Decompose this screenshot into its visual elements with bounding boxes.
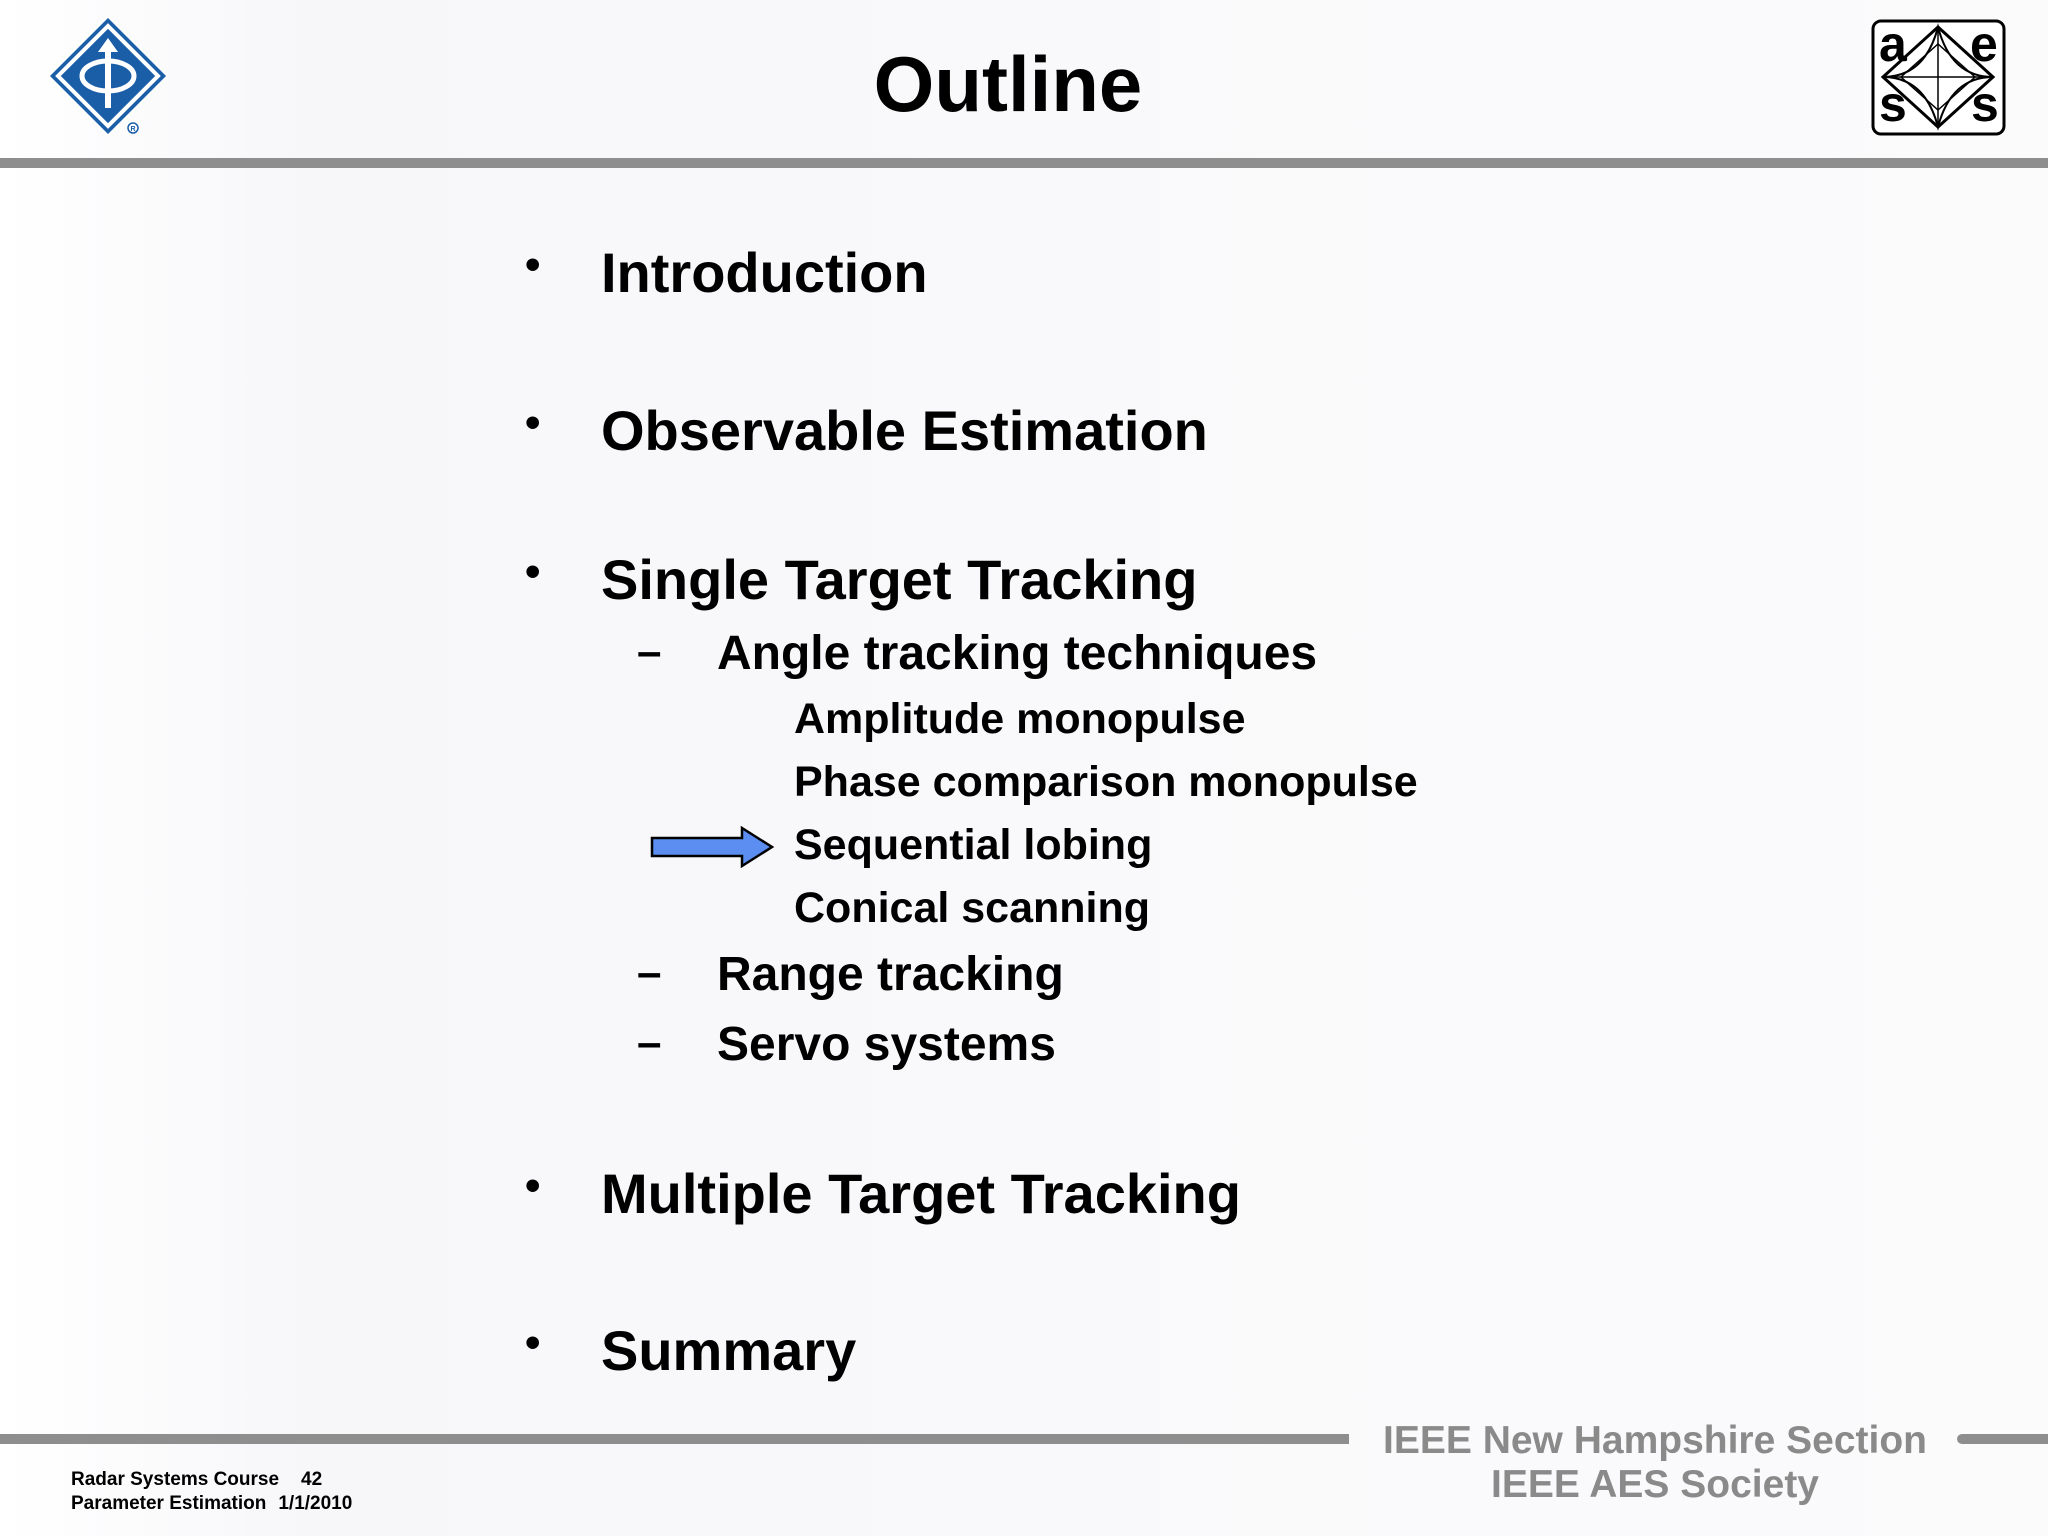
aess-letter-e: e xyxy=(1970,16,1998,72)
outline-item-text: Multiple Target Tracking xyxy=(601,1162,1241,1225)
outline-item-text: Observable Estimation xyxy=(601,399,1208,462)
bullet-marker: • xyxy=(525,240,541,289)
aess-letter-a: a xyxy=(1879,16,1907,72)
outline-subitem-text: Servo systems xyxy=(717,1018,1056,1071)
footer-org-section: IEEE New Hampshire Section xyxy=(1382,1419,1927,1462)
outline-subsubitem-text: Phase comparison monopulse xyxy=(794,758,1418,806)
aess-letter-s: s xyxy=(1879,76,1907,132)
svg-text:R: R xyxy=(130,126,136,133)
footer-divider-left xyxy=(0,1434,1349,1444)
dash-marker: – xyxy=(637,1018,662,1067)
outline-subsubitem-text: Sequential lobing xyxy=(794,821,1153,869)
outline-subsubitem-text: Conical scanning xyxy=(794,884,1151,932)
right-arrow-icon xyxy=(650,825,776,869)
outline-item-text: Introduction xyxy=(601,241,928,304)
footer-course-line xyxy=(71,1469,322,1491)
footer-date: 1/1/2010 xyxy=(278,1493,353,1514)
outline-subitem-text: Range tracking xyxy=(717,948,1064,1001)
outline-subitem-text: Angle tracking techniques xyxy=(717,627,1318,680)
footer-org-society: IEEE AES Society xyxy=(1490,1463,1819,1506)
bullet-marker: • xyxy=(525,547,541,596)
slide-title-text: Outline xyxy=(873,40,1143,128)
bullet-marker: • xyxy=(525,1318,541,1367)
footer-course-name: Radar Systems Course xyxy=(71,1469,280,1490)
outline-item-text: Summary xyxy=(601,1319,857,1382)
footer-page-number: 42 xyxy=(301,1469,323,1490)
footer-topic-line xyxy=(71,1493,352,1515)
outline-item-text: Single Target Tracking xyxy=(601,548,1198,611)
footer-divider-right xyxy=(1957,1434,2048,1444)
footer-topic: Parameter Estimation xyxy=(71,1493,267,1514)
bullet-marker: • xyxy=(525,398,541,447)
dash-marker: – xyxy=(637,627,662,676)
aess-letter-s: s xyxy=(1971,76,1999,132)
dash-marker: – xyxy=(637,948,662,997)
outline-subsubitem-text: Amplitude monopulse xyxy=(794,695,1246,743)
bullet-marker: • xyxy=(525,1161,541,1210)
